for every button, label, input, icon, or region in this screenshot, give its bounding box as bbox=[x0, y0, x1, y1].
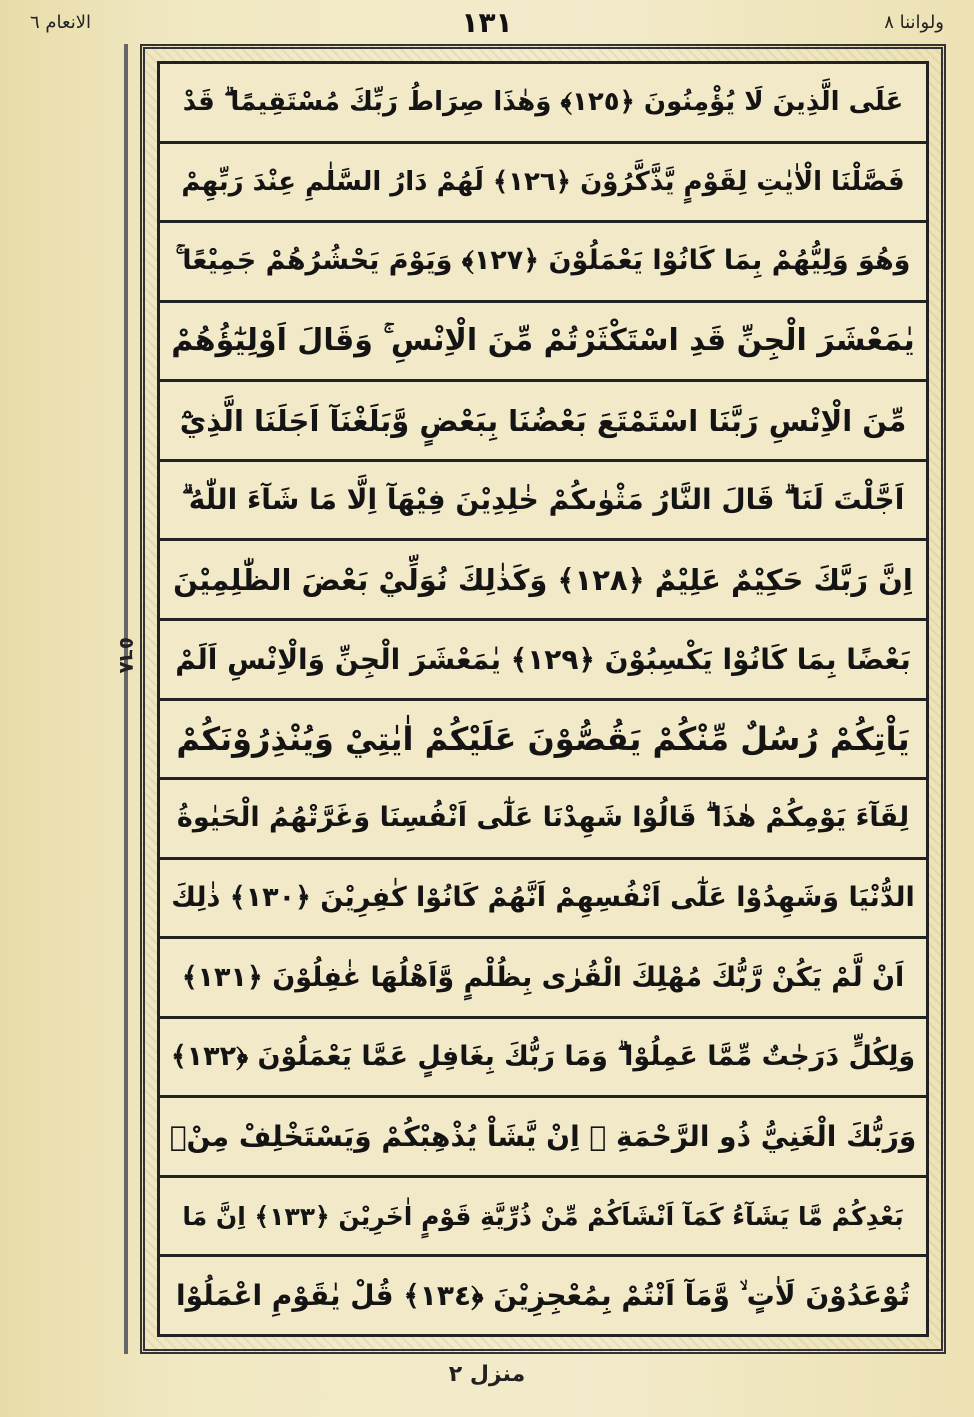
text-line: مِّنَ الْاِنْسِ رَبَّنَا اسْتَمْتَعَ بَعْضُنَا بِبَعْضٍ وَّبَلَغْنَآ اَجَلَنَا الَّذِيْٓ bbox=[160, 382, 926, 462]
page-number: ١٣١ bbox=[461, 6, 513, 39]
text-line: الدُّنْيَا وَشَهِدُوْا عَلٰٓى اَنْفُسِهِمْ اَنَّهُمْ كَانُوْا كٰفِرِيْنَ ﴿١٣٠﴾ ذٰلِكَ bbox=[160, 860, 926, 940]
text-line: وَلِكُلٍّ دَرَجٰتٌ مِّمَّا عَمِلُوْا ۗ وَمَا رَبُّكَ بِغَافِلٍ عَمَّا يَعْمَلُوْنَ ﴿١٣٢﴾ bbox=[160, 1019, 926, 1099]
text-line: وَرَبُّكَ الْغَنِيُّ ذُو الرَّحْمَةِ ۗ اِنْ يَّشَاْ يُذْهِبْكُمْ وَيَسْتَخْلِفْ مِنْۢ bbox=[160, 1098, 926, 1178]
text-line: لِقَآءَ يَوْمِكُمْ هٰذَا ۗ قَالُوْا شَهِدْنَا عَلٰٓى اَنْفُسِنَا وَغَرَّتْهُمُ الْحَيٰوةُ bbox=[160, 780, 926, 860]
text-inner-frame bbox=[157, 61, 929, 1337]
text-line: وَهُوَ وَلِيُّهُمْ بِمَا كَانُوْا يَعْمَلُوْنَ ﴿١٢٧﴾ وَيَوْمَ يَحْشُرُهُمْ جَمِيْعًا ۚ bbox=[160, 223, 926, 303]
text-line: يَاْتِكُمْ رُسُلٌ مِّنْكُمْ يَقُصُّوْنَ عَلَيْكُمْ اٰيٰتِيْ وَيُنْذِرُوْنَكُمْ bbox=[160, 701, 926, 781]
juz-label: ولواننا ٨ bbox=[884, 12, 944, 33]
text-line: تُوْعَدُوْنَ لَاٰتٍ ۙ وَّمَآ اَنْتُمْ بِمُعْجِزِيْنَ ﴿١٣٤﴾ قُلْ يٰقَوْمِ اعْمَلُوْا bbox=[175, 1278, 911, 1312]
text-line: اِنَّ رَبَّكَ حَكِيْمٌ عَلِيْمٌ ﴿١٢٨﴾ وَكَذٰلِكَ نُوَلِّيْ بَعْضَ الظّٰلِمِيْنَ bbox=[160, 541, 926, 621]
text-line: اَجَّلْتَ لَنَا ۗ قَالَ النَّارُ مَثْوٰىكُمْ خٰلِدِيْنَ فِيْهَآ اِلَّا مَا شَآءَ اللّٰهُ ۗ bbox=[160, 462, 926, 542]
text-line: عَلَى الَّذِينَ لَا يُؤْمِنُونَ ﴿١٢٥﴾ وَهٰذَا صِرَاطُ رَبِّكَ مُسْتَقِيمًا ۗ قَدْ bbox=[160, 64, 926, 144]
text-frame bbox=[140, 44, 946, 1354]
text-line: بَعْدِكُمْ مَّا يَشَآءُ كَمَآ اَنْشَاَكُمْ مِّنْ ذُرِّيَّةِ قَوْمٍ اٰخَرِيْنَ ﴿١٣٣﴾ اِنَّ مَا bbox=[160, 1178, 926, 1258]
page-footer: منزل ٢ bbox=[448, 1362, 526, 1387]
surah-label: الانعام ٦ bbox=[30, 12, 91, 33]
margin-note: ٥٦٨ bbox=[115, 636, 139, 674]
text-lines bbox=[160, 64, 926, 1334]
margin-rule bbox=[124, 44, 128, 1354]
text-line: يٰمَعْشَرَ الْجِنِّ قَدِ اسْتَكْثَرْتُمْ مِّنَ الْاِنْسِ ۚ وَقَالَ اَوْلِيٰٓؤُهُمْ bbox=[160, 303, 926, 383]
text-line: فَصَّلْنَا الْاٰيٰتِ لِقَوْمٍ يَّذَّكَّرُوْنَ ﴿١٢٦﴾ لَهُمْ دَارُ السَّلٰمِ عِنْدَ رَبِّهِمْ bbox=[160, 144, 926, 224]
text-line: اَنْ لَّمْ يَكُنْ رَّبُّكَ مُهْلِكَ الْقُرٰى بِظُلْمٍ وَّاَهْلُهَا غٰفِلُوْنَ ﴿١٣١﴾ bbox=[160, 939, 926, 1019]
page-header bbox=[20, 6, 954, 42]
text-line: بَعْضًا بِمَا كَانُوْا يَكْسِبُوْنَ ﴿١٢٩﴾ يٰمَعْشَرَ الْجِنِّ وَالْاِنْسِ اَلَمْ bbox=[160, 621, 926, 701]
